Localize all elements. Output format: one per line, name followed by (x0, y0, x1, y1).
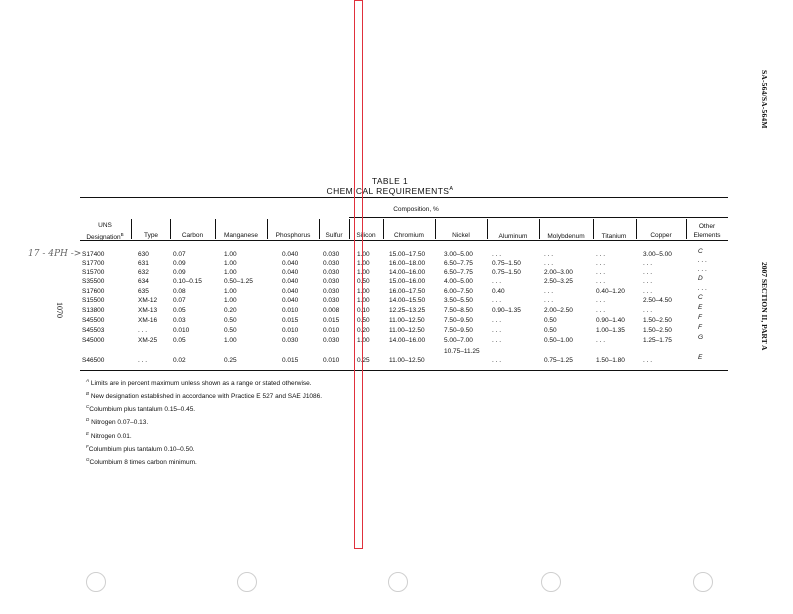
cell-chromium: 11.00–12.50 (389, 317, 425, 324)
cell-copper: . . . (643, 260, 653, 267)
header-silicon: Silicon (356, 232, 376, 239)
cell-aluminum: 0.40 (492, 288, 505, 295)
cell-nickel: 7.50–9.50 (444, 327, 473, 334)
header-nickel: Nickel (452, 232, 470, 239)
cell-copper: 3.00–5.00 (643, 251, 672, 258)
header-molybdenum: Molybdenum (547, 233, 585, 240)
cell-other: . . . (698, 285, 708, 292)
header-phosphorus: Phosphorus (275, 232, 311, 239)
table-bottom-rule (80, 370, 728, 371)
cell-carbon: 0.09 (173, 269, 186, 276)
footnote-mark: D (86, 417, 90, 423)
cell-phosphorus: 0.040 (282, 269, 299, 276)
cell-manganese: 0.25 (224, 357, 237, 364)
cell-silicon: 0.10 (357, 307, 370, 314)
cell-titanium: . . . (596, 251, 606, 258)
cell-titanium: 0.90–1.40 (596, 317, 625, 324)
footnote-text: Columbium plus tantalum 0.15–0.45. (89, 406, 196, 414)
cell-uns: S17400 (82, 251, 105, 258)
cell-type: 635 (138, 288, 149, 295)
cell-manganese: 1.00 (224, 260, 237, 267)
punch-hole (693, 572, 713, 592)
table-subtitle (300, 186, 480, 196)
header-divider (170, 219, 171, 239)
cell-other: E (698, 304, 703, 311)
cell-carbon: 0.09 (173, 260, 186, 267)
header-divider (349, 219, 350, 239)
cell-phosphorus: 0.040 (282, 288, 299, 295)
cell-silicon: 1.00 (357, 337, 370, 344)
cell-chromium: 14.00–15.50 (389, 297, 426, 304)
cell-uns: S13800 (82, 307, 105, 314)
cell-carbon: 0.05 (173, 307, 186, 314)
footnote-mark: F (86, 443, 89, 449)
page-number: 1070 (55, 302, 64, 318)
header-sulfur: Sulfur (325, 232, 343, 239)
header-divider (267, 219, 268, 239)
footnote (86, 442, 322, 455)
cell-type: XM-25 (138, 337, 158, 344)
header-divider (686, 219, 687, 239)
cell-type: . . . (138, 357, 148, 364)
footnote (86, 402, 322, 415)
table-title: TABLE 1 (371, 176, 409, 186)
cell-aluminum: 0.75–1.50 (492, 260, 521, 267)
cell-molybdenum: 0.50 (544, 317, 557, 324)
header-other-line1: Other (698, 223, 716, 230)
cell-carbon: 0.10–0.15 (173, 278, 202, 285)
header-divider (383, 219, 384, 239)
cell-sulfur: 0.030 (323, 288, 340, 295)
cell-aluminum: 0.75–1.50 (492, 269, 521, 276)
composition-span-rule (349, 217, 728, 218)
cell-other: C (698, 248, 703, 255)
cell-type: 632 (138, 269, 149, 276)
cell-phosphorus: 0.040 (282, 260, 299, 267)
cell-copper: 1.50–2.50 (643, 317, 672, 324)
cell-phosphorus: 0.010 (282, 307, 299, 314)
header-other-elements (686, 222, 728, 240)
cell-manganese: 0.50 (224, 317, 237, 324)
footnote-text: Nitrogen 0.01. (90, 432, 132, 440)
cell-titanium: 1.50–1.80 (596, 357, 625, 364)
footnote (86, 389, 322, 402)
header-type: Type (143, 232, 159, 239)
punch-hole (86, 572, 106, 592)
cell-nickel: 6.50–7.75 (444, 260, 473, 267)
cell-phosphorus: 0.015 (282, 317, 299, 324)
cell-uns: S35500 (82, 278, 105, 285)
header-divider (215, 219, 216, 239)
cell-type: 631 (138, 260, 149, 267)
cell-aluminum: . . . (492, 297, 502, 304)
cell-sulfur: 0.030 (323, 337, 340, 344)
header-bottom-rule (80, 240, 728, 241)
cell-uns: S15500 (82, 297, 105, 304)
cell-uns: S15700 (82, 269, 105, 276)
cell-silicon: 0.50 (357, 278, 370, 285)
handwritten-annotation: 17 - 4PH -> (28, 249, 82, 259)
cell-manganese: 0.20 (224, 307, 237, 314)
cell-titanium: 0.40–1.20 (596, 288, 625, 295)
cell-carbon: 0.08 (173, 288, 186, 295)
cell-molybdenum: 0.50 (544, 327, 557, 334)
cell-type: 630 (138, 251, 149, 258)
cell-nickel: 3.50–5.50 (444, 297, 473, 304)
cell-chromium: 16.00–17.50 (389, 288, 426, 295)
cell-chromium: 15.00–17.50 (389, 251, 426, 258)
cell-manganese: 1.00 (224, 288, 237, 295)
header-chromium: Chromium (394, 232, 424, 239)
cell-titanium: . . . (596, 297, 606, 304)
cell-aluminum: . . . (492, 357, 502, 364)
table-subtitle-text: CHEMICAL REQUIREMENTS (326, 186, 450, 196)
cell-type: 634 (138, 278, 149, 285)
cell-molybdenum: . . . (544, 297, 554, 304)
cell-carbon: 0.05 (173, 337, 186, 344)
cell-aluminum: . . . (492, 278, 502, 285)
table-footnotes (86, 376, 322, 468)
cell-copper: 2.50–4.50 (643, 297, 672, 304)
cell-manganese: 1.00 (224, 337, 237, 344)
cell-uns: S45000 (82, 337, 105, 344)
cell-copper: 1.50–2.50 (643, 327, 672, 334)
footnote-text: Nitrogen 0.07–0.13. (91, 419, 149, 427)
cell-chromium: 16.00–18.00 (389, 260, 426, 267)
punch-hole (541, 572, 561, 592)
cell-silicon: 1.00 (357, 260, 370, 267)
cell-phosphorus: 0.040 (282, 297, 299, 304)
header-uns-line1: UNS (98, 222, 112, 229)
cell-molybdenum: . . . (544, 251, 554, 258)
cell-titanium: 1.00–1.35 (596, 327, 625, 334)
punch-hole (388, 572, 408, 592)
cell-molybdenum: . . . (544, 288, 554, 295)
cell-aluminum: . . . (492, 337, 502, 344)
cell-manganese: 0.50 (224, 327, 237, 334)
footnote-mark: B (86, 391, 90, 397)
punch-hole (237, 572, 257, 592)
cell-silicon: 0.50 (357, 317, 370, 324)
cell-nickel: 4.00–5.00 (444, 278, 473, 285)
cell-uns: S46500 (82, 357, 105, 364)
cell-chromium: 15.00–16.00 (389, 278, 426, 285)
cell-sulfur: 0.015 (323, 317, 340, 324)
cell-nickel: 7.50–9.50 (444, 317, 473, 324)
cell-molybdenum: 2.00–3.00 (544, 269, 573, 276)
cell-carbon: 0.07 (173, 251, 186, 258)
footnote-text: New designation established in accordance with Practice E 527 and SAE J1086. (90, 393, 323, 401)
cell-sulfur: 0.030 (323, 251, 340, 258)
cell-phosphorus: 0.040 (282, 251, 299, 258)
cell-uns: S45500 (82, 317, 105, 324)
footnote-mark: E (86, 430, 90, 436)
header-aluminum: Aluminum (498, 233, 528, 240)
cell-type: XM-13 (138, 307, 158, 314)
header-copper: Copper (650, 232, 672, 239)
cell-molybdenum: 2.00–2.50 (544, 307, 573, 314)
cell-other: C (698, 294, 703, 301)
cell-molybdenum: . . . (544, 260, 554, 267)
header-divider (487, 219, 488, 239)
cell-carbon: 0.03 (173, 317, 186, 324)
cell-nickel: 7.50–8.50 (444, 307, 473, 314)
cell-silicon: 1.00 (357, 297, 370, 304)
cell-silicon: 1.00 (357, 269, 370, 276)
cell-aluminum: . . . (492, 251, 502, 258)
header-manganese: Manganese (224, 232, 258, 239)
section-running-head: 2007 SECTION II, PART A (760, 262, 769, 351)
cell-other: . . . (698, 257, 708, 264)
cell-titanium: . . . (596, 260, 606, 267)
cell-titanium: . . . (596, 337, 606, 344)
cell-phosphorus: 0.010 (282, 327, 299, 334)
cell-type: XM-16 (138, 317, 158, 324)
cell-chromium: 11.00–12.50 (389, 327, 425, 334)
cell-type: . . . (138, 327, 148, 334)
footnote (86, 455, 322, 468)
cell-molybdenum: 2.50–3.25 (544, 278, 573, 285)
cell-copper: . . . (643, 269, 653, 276)
cell-manganese: 1.00 (224, 269, 237, 276)
cell-other: F (698, 314, 702, 321)
cell-manganese: 1.00 (224, 251, 237, 258)
cell-aluminum: . . . (492, 327, 502, 334)
cell-sulfur: 0.010 (323, 327, 340, 334)
spec-id-running-head: SA-564/SA-564M (760, 70, 769, 129)
cell-sulfur: 0.008 (323, 307, 340, 314)
cell-silicon: 1.00 (357, 288, 370, 295)
cell-nickel: 10.75–11.25 (444, 348, 480, 355)
footnote (86, 415, 322, 428)
cell-aluminum: . . . (492, 317, 502, 324)
selection-highlight-box (354, 0, 363, 549)
cell-titanium: . . . (596, 278, 606, 285)
cell-uns: S17700 (82, 260, 105, 267)
cell-nickel: 6.00–7.50 (444, 288, 473, 295)
header-titanium: Titanium (601, 233, 627, 240)
cell-other: D (698, 275, 703, 282)
cell-aluminum: 0.90–1.35 (492, 307, 521, 314)
cell-other: . . . (698, 266, 708, 273)
cell-manganese: 0.50–1.25 (224, 278, 253, 285)
header-divider (131, 219, 132, 239)
cell-carbon: 0.02 (173, 357, 186, 364)
cell-titanium: . . . (596, 307, 606, 314)
cell-carbon: 0.07 (173, 297, 186, 304)
footnote (86, 376, 322, 389)
table-top-rule (80, 197, 728, 198)
footnote-mark: A (86, 378, 90, 383)
cell-sulfur: 0.030 (323, 278, 340, 285)
table-subtitle-footnote-mark: A (449, 186, 454, 193)
footnote-text: Columbium plus tantalum 0.10–0.50. (88, 445, 195, 453)
cell-silicon: 0.25 (357, 357, 370, 364)
cell-copper: . . . (643, 278, 653, 285)
cell-other: E (698, 354, 703, 361)
cell-copper: . . . (643, 307, 653, 314)
footnote-mark: G (86, 456, 90, 462)
cell-silicon: 0.20 (357, 327, 370, 334)
cell-copper: . . . (643, 357, 653, 364)
cell-sulfur: 0.030 (323, 297, 340, 304)
header-divider (435, 219, 436, 239)
cell-nickel: 3.00–5.00 (444, 251, 473, 258)
cell-chromium: 14.00–16.00 (389, 269, 426, 276)
header-uns-line2: Designation (86, 234, 121, 242)
cell-nickel: 6.50–7.75 (444, 269, 473, 276)
cell-uns: S17600 (82, 288, 105, 295)
header-carbon: Carbon (181, 232, 204, 239)
header-divider (539, 219, 540, 239)
cell-type: XM-12 (138, 297, 158, 304)
cell-phosphorus: 0.040 (282, 278, 299, 285)
cell-chromium: 14.00–16.00 (389, 337, 426, 344)
cell-copper: 1.25–1.75 (643, 337, 672, 344)
header-divider (319, 219, 320, 239)
cell-titanium: . . . (596, 269, 606, 276)
cell-chromium: 11.00–12.50 (389, 357, 425, 364)
cell-other: G (698, 334, 704, 341)
cell-phosphorus: 0.015 (282, 357, 299, 364)
cell-carbon: 0.010 (173, 327, 190, 334)
cell-other: F (698, 324, 702, 331)
header-divider (593, 219, 594, 239)
header-uns-footnote-mark: B (120, 232, 124, 237)
cell-phosphorus: 0.030 (282, 337, 299, 344)
cell-silicon: 1.00 (357, 251, 370, 258)
cell-sulfur: 0.010 (323, 357, 340, 364)
composition-label: Composition, % (393, 206, 439, 213)
footnote-mark: C (86, 404, 90, 410)
cell-uns: S45503 (82, 327, 105, 334)
footnote-text: Columbium 8 times carbon minimum. (89, 459, 197, 467)
header-uns-designation (80, 221, 130, 242)
footnote (86, 429, 322, 442)
header-divider (636, 219, 637, 239)
cell-molybdenum: 0.50–1.00 (544, 337, 573, 344)
cell-nickel: 5.00–7.00 (444, 337, 473, 344)
footnote-text: Limits are in percent maximum unless shown as a range or stated otherwise. (90, 380, 312, 388)
cell-copper: . . . (643, 288, 653, 295)
cell-sulfur: 0.030 (323, 269, 340, 276)
cell-sulfur: 0.030 (323, 260, 340, 267)
cell-chromium: 12.25–13.25 (389, 307, 426, 314)
cell-manganese: 1.00 (224, 297, 237, 304)
cell-molybdenum: 0.75–1.25 (544, 357, 573, 364)
header-other-line2: Elements (693, 232, 721, 239)
